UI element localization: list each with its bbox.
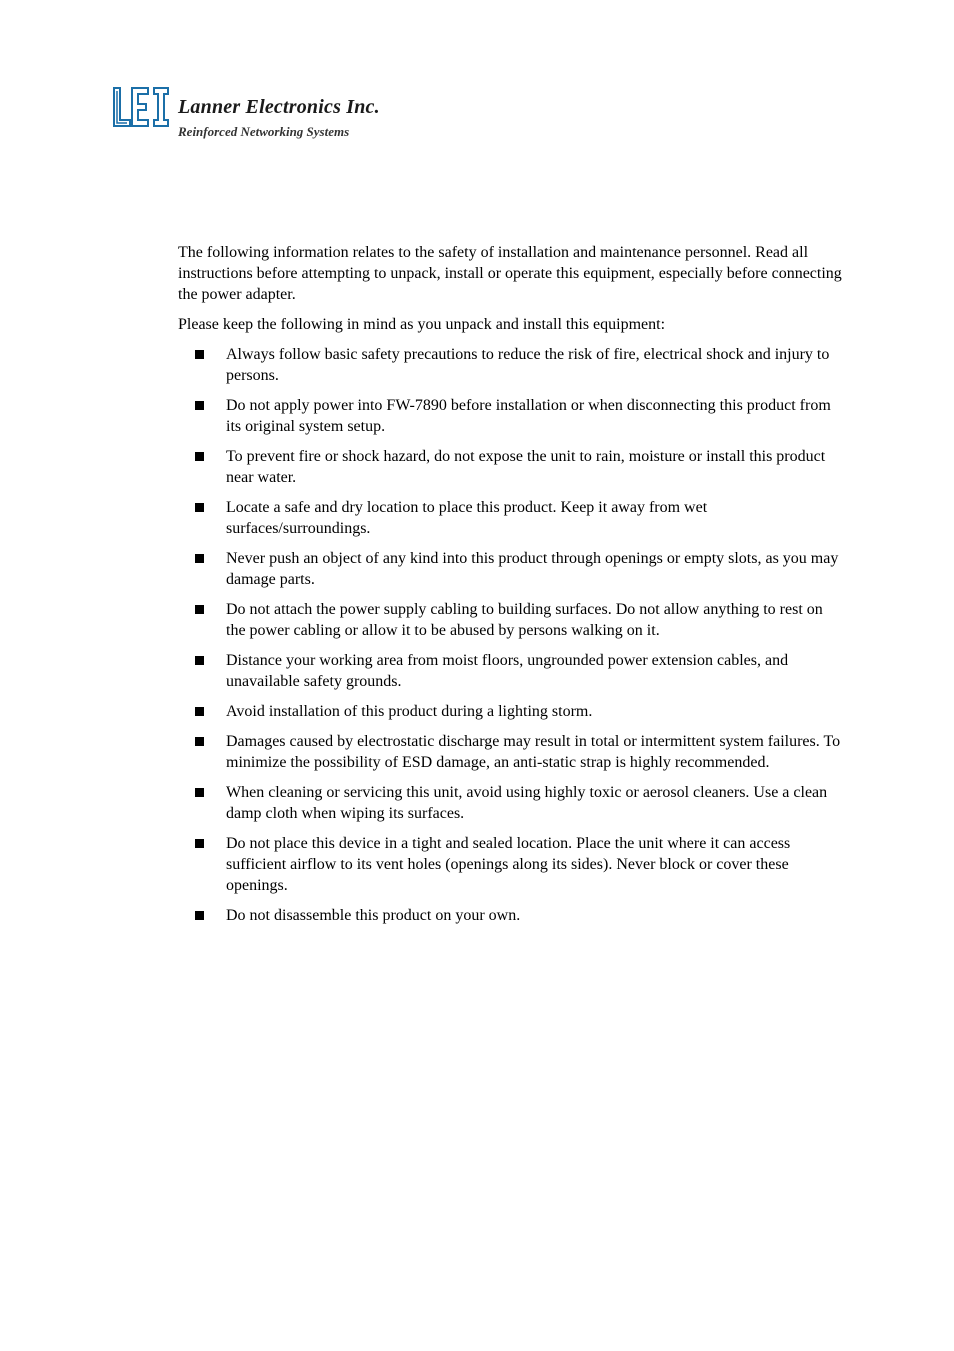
list-item [178, 344, 844, 386]
list-item-text: Do not apply power into FW-7890 before installation or when disconnecting this product from its original system setup. [226, 397, 831, 435]
list-item [178, 395, 844, 437]
list-item-text: When cleaning or servicing this unit, avoid using highly toxic or aerosol cleaners. Use a clean damp cloth when wiping its surfaces. [226, 784, 828, 822]
intro-paragraph: The following information relates to the safety of installation and maintenance personnel. Read all instructions before attempting to unpack, install or operate this equipment, especially before connecting the power adapter. [178, 244, 842, 303]
square-bullet-icon [195, 788, 204, 797]
square-bullet-icon [195, 656, 204, 665]
list-item [178, 650, 844, 692]
list-item-text: Do not attach the power supply cabling to building surfaces. Do not allow anything to rest on the power cabling or allow it to be abused by persons walking on it. [226, 601, 823, 639]
square-bullet-icon [195, 911, 204, 920]
list-item-text: Do not place this device in a tight and sealed location. Place the unit where it can access sufficient airflow to its vent holes (openings along its sides). Never block or cover these openings. [226, 835, 791, 894]
list-item [178, 782, 844, 824]
list-item-text: Distance your working area from moist floors, ungrounded power extension cables, and unavailable safety grounds. [226, 652, 789, 690]
company-name: Lanner Electronics Inc. [178, 96, 380, 118]
square-bullet-icon [195, 707, 204, 716]
list-item-text: To prevent fire or shock hazard, do not expose the unit to rain, moisture or install this product near water. [226, 448, 826, 486]
square-bullet-icon [195, 605, 204, 614]
list-item [178, 548, 844, 590]
company-tagline: Reinforced Networking Systems [178, 124, 350, 139]
list-item-text: Do not disassemble this product on your own. [226, 907, 521, 924]
company-logo [110, 86, 410, 144]
safety-bullet-list [178, 344, 844, 926]
list-item-text: Avoid installation of this product during a lighting storm. [226, 703, 593, 720]
square-bullet-icon [195, 737, 204, 746]
list-item [178, 833, 844, 896]
list-item-text: Never push an object of any kind into this product through openings or empty slots, as you may damage parts. [226, 550, 839, 588]
square-bullet-icon [195, 839, 204, 848]
list-item [178, 731, 844, 773]
list-item [178, 701, 844, 722]
list-item [178, 497, 844, 539]
list-item [178, 599, 844, 641]
list-item [178, 905, 844, 926]
lei-logo-icon [110, 86, 172, 130]
square-bullet-icon [195, 554, 204, 563]
square-bullet-icon [195, 350, 204, 359]
list-item [178, 446, 844, 488]
list-item-text: Locate a safe and dry location to place this product. Keep it away from wet surfaces/surroundings. [226, 499, 708, 537]
lead-in-paragraph: Please keep the following in mind as you unpack and install this equipment: [178, 316, 666, 333]
list-item-text: Damages caused by electrostatic discharge may result in total or intermittent system failures. To minimize the possibility of ESD damage, an anti-static strap is highly recommended. [226, 733, 841, 771]
square-bullet-icon [195, 401, 204, 410]
safety-content [178, 242, 844, 935]
square-bullet-icon [195, 503, 204, 512]
list-item-text: Always follow basic safety precautions to reduce the risk of fire, electrical shock and injury to persons. [226, 346, 830, 384]
square-bullet-icon [195, 452, 204, 461]
